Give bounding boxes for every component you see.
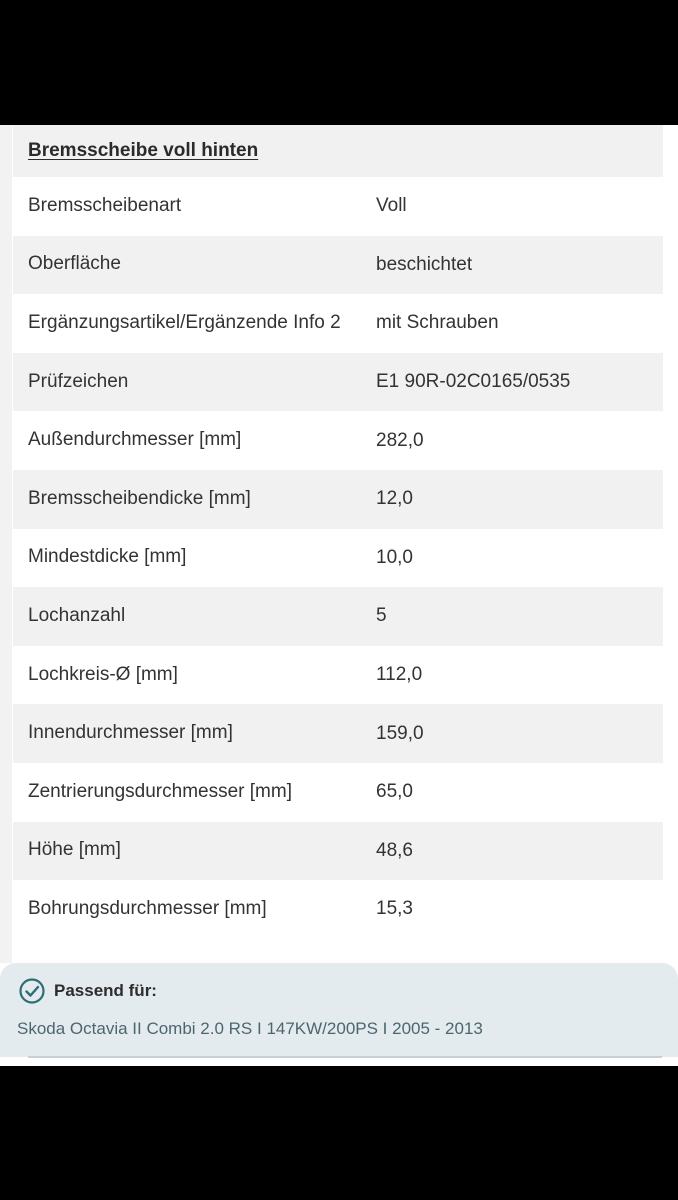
spec-value: 159,0 <box>376 722 424 744</box>
spec-label: Mindestdicke [mm] <box>28 546 187 568</box>
fitment-box <box>0 963 678 1057</box>
spec-row <box>13 822 663 881</box>
spec-label: Außendurchmesser [mm] <box>28 429 242 451</box>
spec-label: Bremsscheibenart <box>28 194 182 216</box>
spec-table <box>13 125 663 939</box>
spec-value: 48,6 <box>376 839 413 861</box>
spec-label: Prüfzeichen <box>28 370 129 392</box>
spec-value: 15,3 <box>376 898 413 920</box>
spec-row <box>13 236 663 295</box>
spec-value: E1 90R-02C0165/0535 <box>376 371 571 393</box>
spec-value: mit Schrauben <box>376 312 499 334</box>
spec-row <box>13 529 663 588</box>
section-title[interactable]: Bremsscheibe voll hinten <box>28 140 259 161</box>
spec-row <box>13 353 663 412</box>
spec-row <box>13 646 663 705</box>
fitment-title: Passend für: <box>54 981 157 1000</box>
check-circle-icon <box>18 977 46 1005</box>
spec-label: Oberfläche <box>28 253 121 275</box>
spec-row <box>13 704 663 763</box>
spec-value: 5 <box>376 605 387 627</box>
spec-label: Lochanzahl <box>28 605 126 627</box>
spec-label: Innendurchmesser [mm] <box>28 722 233 744</box>
spec-value: 10,0 <box>376 546 413 568</box>
spec-row <box>13 880 663 939</box>
spec-label: Höhe [mm] <box>28 839 121 861</box>
spec-label: Ergänzungsartikel/Ergänzende Info 2 <box>28 312 341 334</box>
fitment-header <box>18 977 157 1005</box>
spec-row <box>13 470 663 529</box>
spec-row <box>13 177 663 236</box>
spec-row <box>13 294 663 353</box>
panel-left-edge <box>0 125 12 963</box>
spec-row <box>13 763 663 822</box>
spec-table-header <box>13 125 663 177</box>
product-spec-panel <box>0 125 678 1066</box>
spec-value: Voll <box>376 195 407 217</box>
spec-row <box>13 587 663 646</box>
spec-row <box>13 411 663 470</box>
spec-label: Bohrungsdurchmesser [mm] <box>28 898 267 920</box>
spec-value: 282,0 <box>376 429 424 451</box>
spec-label: Bremsscheibendicke [mm] <box>28 487 251 509</box>
divider <box>28 1056 662 1058</box>
spec-value: 65,0 <box>376 781 413 803</box>
spec-value: 12,0 <box>376 488 413 510</box>
spec-value: beschichtet <box>376 253 473 275</box>
spec-value: 112,0 <box>376 664 423 686</box>
fitment-vehicle-link[interactable]: Skoda Octavia II Combi 2.0 RS I 147KW/200PS I 2005 - 2013 <box>17 1019 483 1038</box>
spec-label: Lochkreis-Ø [mm] <box>28 663 178 685</box>
spec-label: Zentrierungsdurchmesser [mm] <box>28 780 292 802</box>
